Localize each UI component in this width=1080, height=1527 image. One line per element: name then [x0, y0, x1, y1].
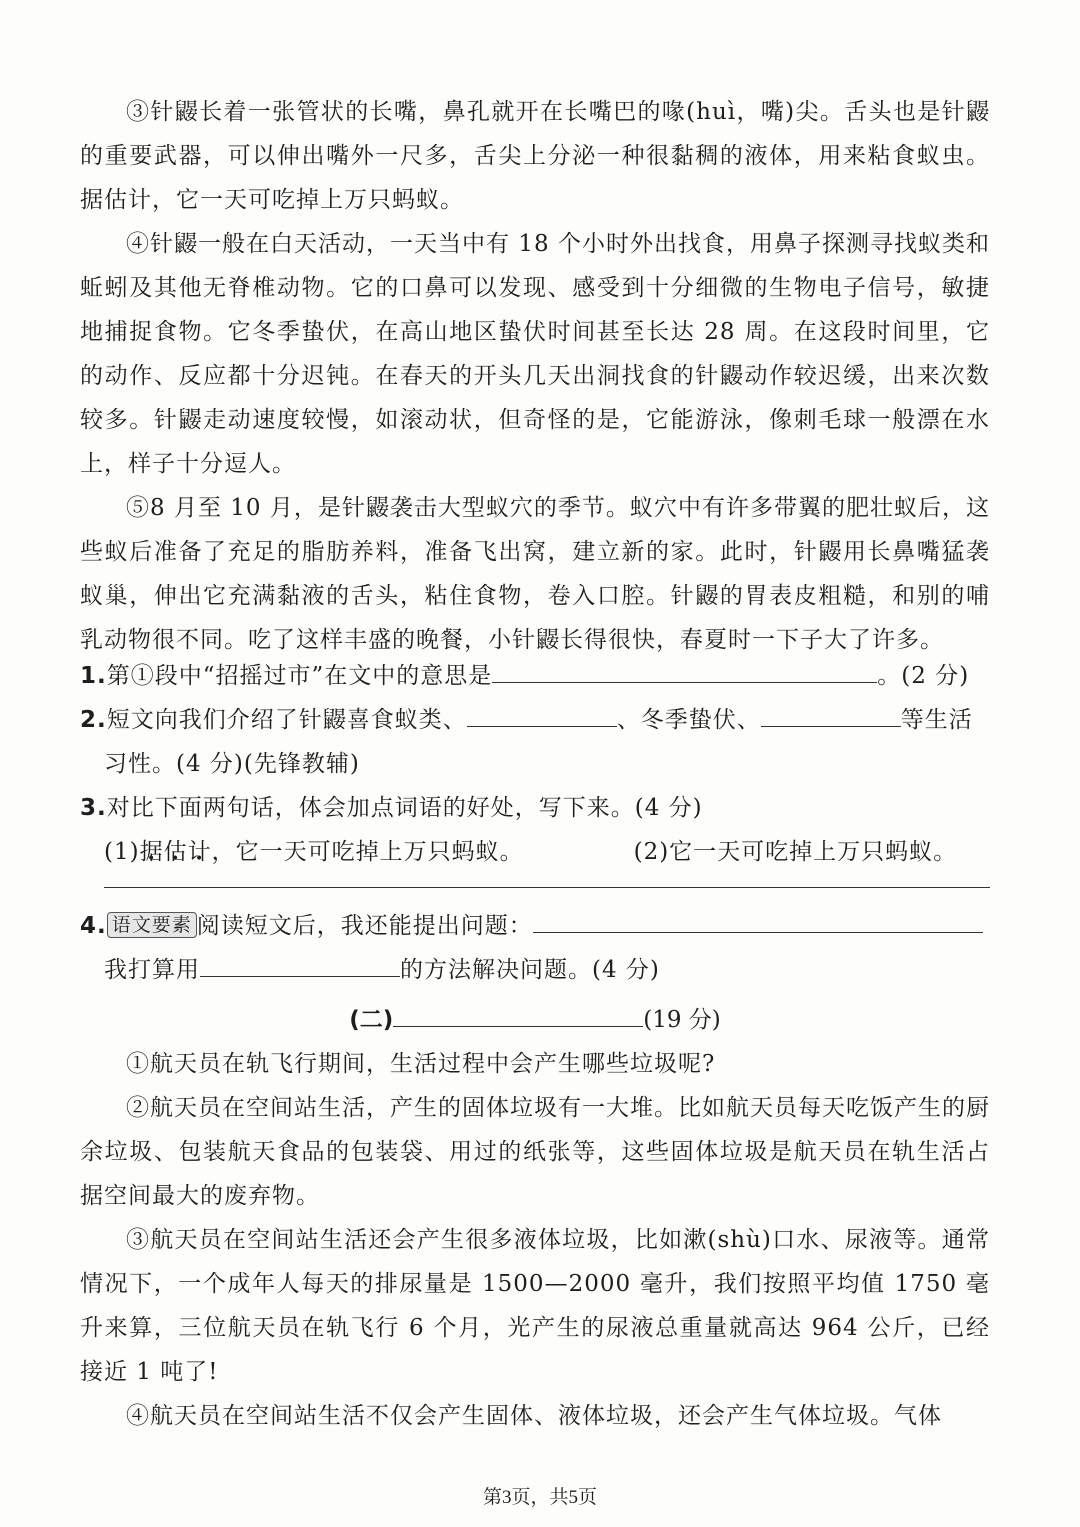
sentence-1-label: (1)	[104, 839, 140, 865]
questions	[80, 654, 990, 992]
question-1	[80, 654, 990, 698]
dotted-char: 据 •	[140, 830, 164, 874]
question-3-sentences	[80, 830, 990, 886]
title-blank[interactable]	[393, 1002, 643, 1027]
paragraph-3: ③航天员在空间站生活还会产生很多液体垃圾，比如漱(shù)口水、尿液等。通常情况下，一个成年人每天的排尿量是 1500—2000 毫升，我们按照平均值 1750 毫升来算，三位航天员在轨飞行 6 个月，光产生的尿液总重量就高达 964 公斤，已经接近 1 吨了!	[80, 1227, 990, 1385]
dotted-char: 估 •	[164, 830, 188, 874]
question-text: 阅读短文后，我还能提出问题：	[196, 913, 533, 939]
sentence-1-text: ，它一天可吃掉上万只蚂蚁。	[211, 839, 524, 865]
paragraph-4: ④针鼹一般在白天活动，一天当中有 18 个小时外出找食，用鼻子探测寻找蚁类和蚯蚓及其他无脊椎动物。它的口鼻可以发现、感受到十分细微的生物电子信号，敏捷地捕捉食物。它冬季蛰伏，在高山地区蛰伏时间甚至长达 28 周。在这段时间里，它的动作、反应都十分迟钝。在春天的开头几天出洞找食的针鼹动作较迟缓，出来次数较多。针鼹走动速度较慢，如滚动状，但奇怪的是，它能游泳，像刺毛球一般漂在水上，样子十分逗人。	[80, 231, 990, 477]
question-number: 3.	[80, 795, 107, 821]
paragraph-1: ①航天员在轨飞行期间，生活过程中会产生哪些垃圾呢?	[126, 1051, 716, 1077]
section-heading: (二)	[349, 1007, 394, 1033]
paragraph-4: ④航天员在空间站生活不仅会产生固体、液体垃圾，还会产生气体垃圾。气体	[126, 1403, 942, 1429]
passage-two	[80, 1042, 990, 1438]
question-text: 对比下面两句话，体会加点词语的好处，写下来。(4 分)	[106, 795, 703, 821]
paragraph-2: ②航天员在空间站生活，产生的固体垃圾有一大堆。比如航天员每天吃饭产生的厨余垃圾、包装航天食品的包装袋、用过的纸张等，这些固体垃圾是航天员在轨生活占据空间最大的废弃物。	[80, 1095, 990, 1209]
section-two-heading	[80, 998, 990, 1042]
answer-blank[interactable]	[467, 702, 617, 727]
passage-one	[80, 90, 990, 662]
paragraph-5: ⑤8 月至 10 月，是针鼹袭击大型蚁穴的季节。蚁穴中有许多带翼的肥壮蚁后，这些蚁后准备了充足的脂肪养料，准备飞出窝，建立新的家。此时，针鼹用长鼻嘴猛袭蚁巢，伸出它充满黏液的舌头，粘住食物，卷入口腔。针鼹的胃表皮粗糙，和别的哺乳动物很不同。吃了这样丰盛的晚餐，小针鼹长得很快，春夏时一下子大了许多。	[80, 495, 990, 653]
question-2-cont: 习性。(4 分)(先锋教辅)	[104, 751, 360, 777]
dotted-char: 计 •	[188, 830, 212, 874]
answer-line[interactable]	[104, 886, 990, 888]
question-score: 。(2 分)	[877, 663, 970, 689]
paragraph-3: ③针鼹长着一张管状的长嘴，鼻孔就开在长嘴巴的喙(huì，嘴)尖。舌头也是针鼹的重要武器，可以伸出嘴外一尺多，舌尖上分泌一种很黏稠的液体，用来粘食蚁虫。据估计，它一天可吃掉上万只蚂蚁。	[80, 99, 990, 213]
question-number: 2.	[80, 707, 107, 733]
answer-blank[interactable]	[200, 952, 400, 977]
question-text: 短文向我们介绍了针鼹喜食蚁类、	[106, 707, 467, 733]
sentence-2: (2)它一天可吃掉上万只蚂蚁。	[633, 839, 958, 865]
literacy-element-tag: 语文要素	[107, 912, 197, 938]
answer-blank[interactable]	[533, 908, 983, 933]
question-text: 我打算用	[104, 957, 200, 983]
question-4	[80, 904, 990, 948]
question-3	[80, 786, 990, 830]
answer-blank[interactable]	[761, 702, 901, 727]
question-number: 4.	[80, 913, 107, 939]
question-number: 1.	[80, 663, 107, 689]
page-number: 第3页，共5页	[482, 1487, 597, 1508]
question-text: 第①段中“招摇过市”在文中的意思是	[106, 663, 493, 689]
section-score: (19 分)	[643, 1007, 721, 1033]
question-4-line2	[80, 948, 990, 992]
question-text: 的方法解决问题。(4 分)	[400, 957, 660, 983]
question-2	[80, 698, 990, 742]
question-text: 、冬季蛰伏、	[616, 707, 761, 733]
question-text: 等生活	[900, 707, 973, 733]
answer-blank[interactable]	[492, 658, 877, 683]
